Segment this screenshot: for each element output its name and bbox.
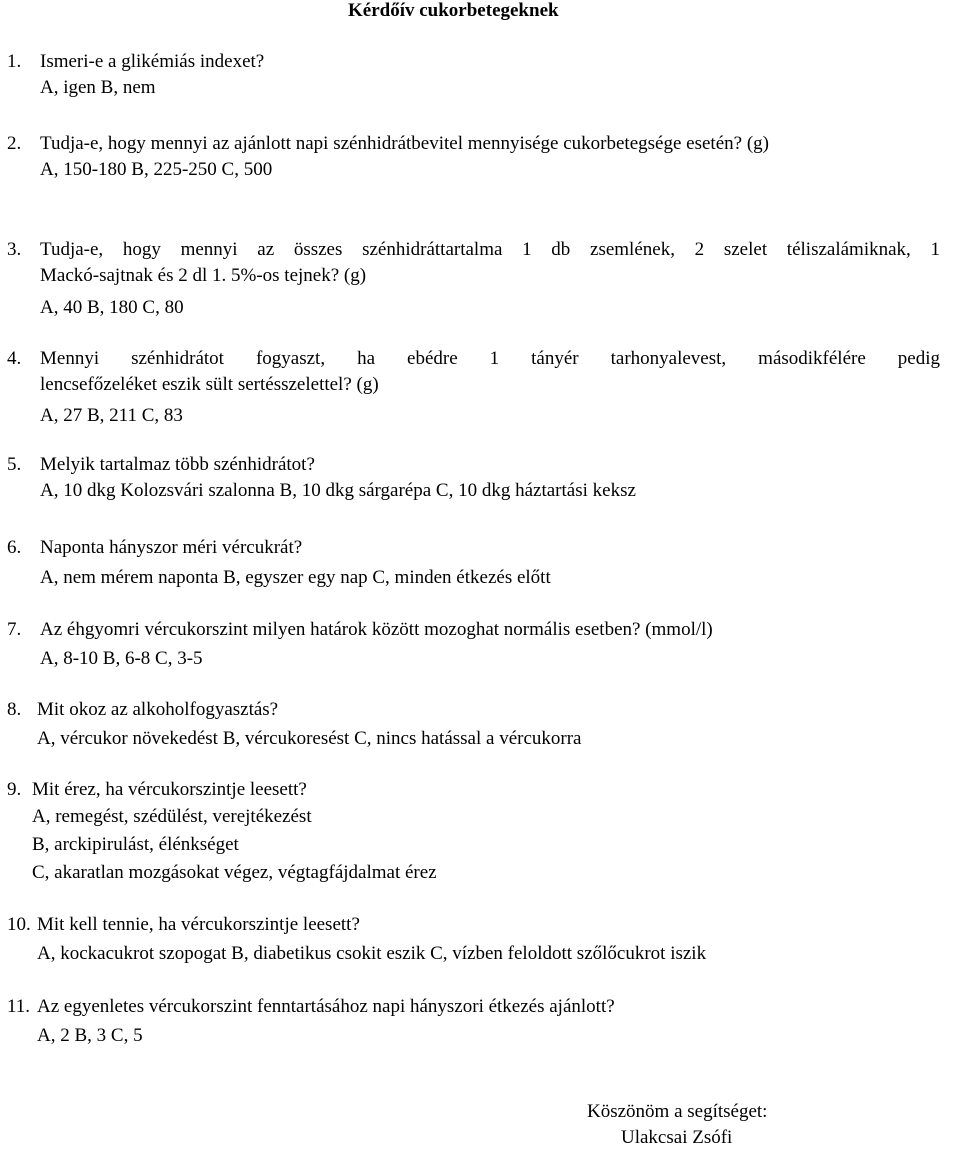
question-number: 1.: [7, 51, 22, 72]
question-number: 11.: [7, 996, 31, 1017]
question-text: Melyik tartalmaz több szénhidrátot?: [40, 454, 315, 475]
question-text: Ismeri-e a glikémiás indexet?: [40, 51, 265, 72]
question-8: [0, 697, 940, 752]
answer-options: A, vércukor növekedést B, vércukoresést C, nincs hatással a vércukorra: [37, 728, 582, 749]
question-10: [0, 912, 940, 967]
signature: Ulakcsai Zsófi: [621, 1127, 733, 1148]
question-text: Mit kell tennie, ha vércukorszintje leesett?: [37, 914, 360, 935]
answer-options: A, kockacukrot szopogat B, diabetikus csokit eszik C, vízben feloldott szőlőcukrot iszik: [37, 943, 707, 964]
question-text: Az egyenletes vércukorszint fenntartásához napi hányszori étkezés ajánlott?: [37, 996, 615, 1017]
answer-options: A, 10 dkg Kolozsvári szalonna B, 10 dkg sárgarépa C, 10 dkg háztartási keksz: [40, 480, 636, 501]
question-text-continued: Mackó-sajtnak és 2 dl 1. 5%-os tejnek? (g): [40, 265, 367, 286]
answer-options: A, 27 B, 211 C, 83: [40, 405, 183, 426]
question-text: Naponta hányszor méri vércukrát?: [40, 537, 303, 558]
question-number: 8.: [7, 699, 22, 720]
question-7: [0, 617, 940, 672]
question-text: Mit érez, ha vércukorszintje leesett?: [32, 779, 307, 800]
question-6: [0, 535, 940, 591]
answer-option-a: A, remegést, szédülést, verejtékezést: [32, 806, 312, 827]
question-text: Tudja-e, hogy mennyi az ajánlott napi szénhidrátbevitel mennyisége cukorbetegsége esetén? (g): [40, 133, 769, 154]
question-number: 9.: [7, 779, 22, 800]
answer-options: A, 8-10 B, 6-8 C, 3-5: [40, 648, 203, 669]
question-number: 5.: [7, 454, 22, 475]
question-text-continued: lencsefőzeléket eszik sült sertésszelettel? (g): [40, 374, 379, 395]
page-title: Kérdőív cukorbetegeknek: [348, 0, 559, 21]
question-number: 2.: [7, 133, 22, 154]
question-1: [0, 49, 940, 101]
question-5: [0, 452, 940, 504]
question-text: Tudja-e, hogy mennyi az összes szénhidráttartalma 1 db zsemlének, 2 szelet téliszalámiknak, 1: [40, 239, 940, 260]
question-text: Mit okoz az alkoholfogyasztás?: [37, 699, 279, 720]
answer-options: A, 150-180 B, 225-250 C, 500: [40, 159, 273, 180]
question-2: [0, 131, 940, 183]
question-number: 10.: [7, 914, 31, 935]
question-4: [0, 346, 940, 429]
question-text: Mennyi szénhidrátot fogyaszt, ha ebédre 1 tányér tarhonyalevest, másodikfélére pedig: [40, 348, 940, 369]
question-3: [0, 237, 940, 321]
answer-option-b: B, arckipirulást, élénkséget: [32, 834, 239, 855]
answer-option-c: C, akaratlan mozgásokat végez, végtagfájdalmat érez: [32, 862, 437, 883]
closing-thanks: Köszönöm a segítséget:: [587, 1101, 768, 1122]
question-number: 7.: [7, 619, 22, 640]
question-number: 4.: [7, 348, 22, 369]
answer-options: A, 2 B, 3 C, 5: [37, 1025, 143, 1046]
answer-options: A, nem mérem naponta B, egyszer egy nap C, minden étkezés előtt: [40, 567, 551, 588]
answer-options: A, igen B, nem: [40, 77, 156, 98]
question-9: [0, 777, 940, 888]
question-text: Az éhgyomri vércukorszint milyen határok között mozoghat normális esetben? (mmol/l): [40, 619, 713, 640]
question-number: 3.: [7, 239, 22, 260]
question-number: 6.: [7, 537, 22, 558]
answer-options: A, 40 B, 180 C, 80: [40, 297, 184, 318]
question-11: [0, 994, 940, 1049]
